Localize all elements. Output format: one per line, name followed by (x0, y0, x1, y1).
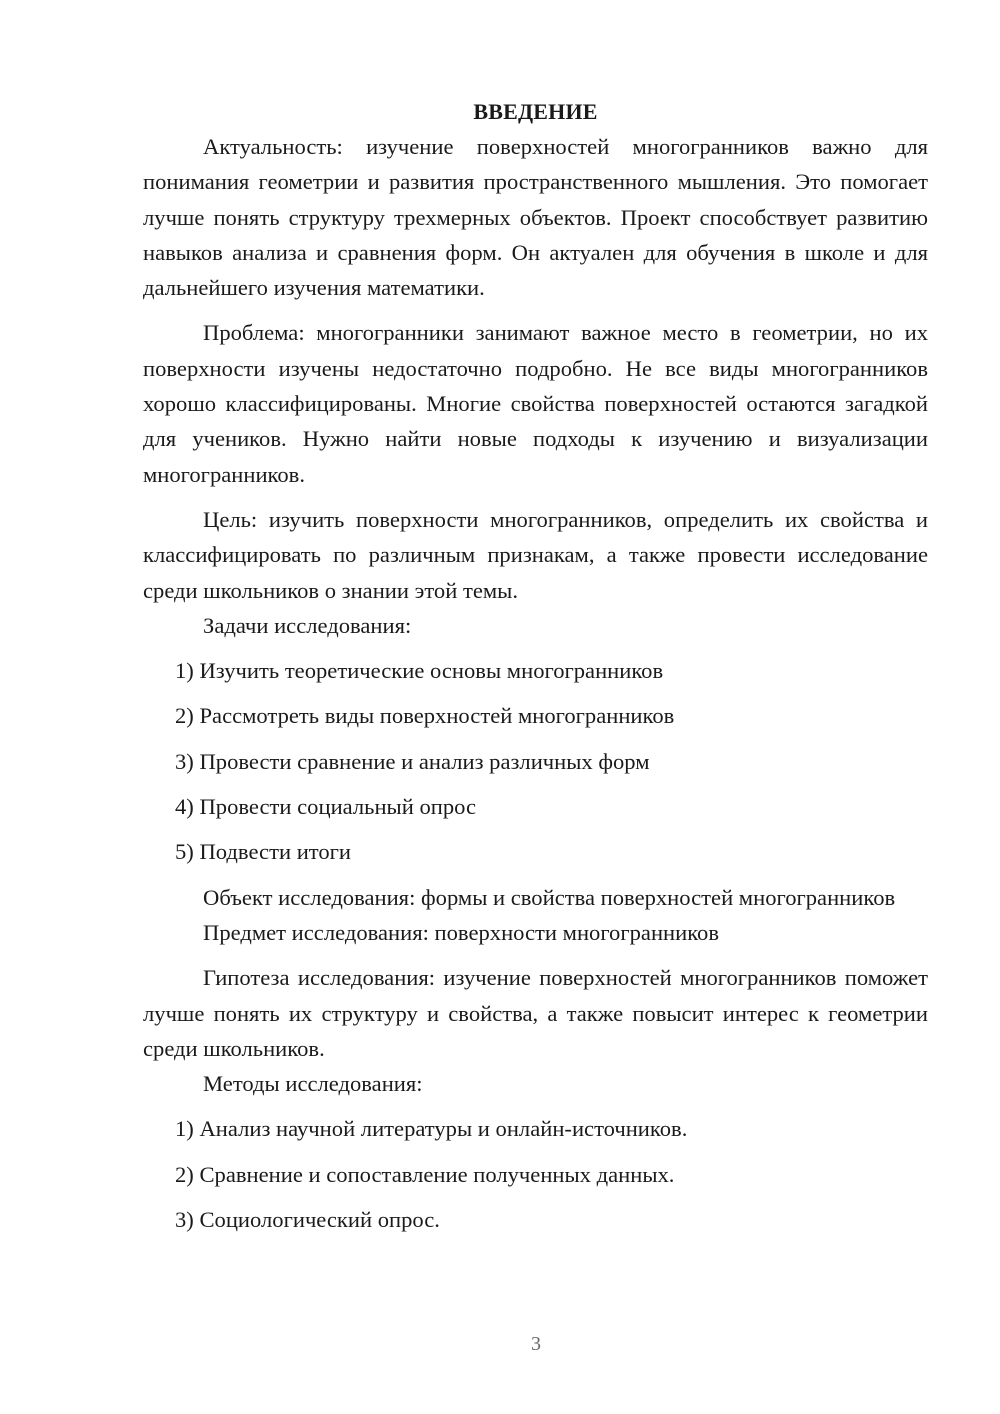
method-item: 2) Сравнение и сопоставление полученных данных. (175, 1161, 675, 1187)
method-item: 1) Анализ научной литературы и онлайн-источников. (175, 1116, 688, 1142)
goal-paragraph: Цель: изучить поверхности многогранников, определить их свойства и классифицировать по различным признакам, а также провести исследование среди школьников о знании этой темы. (143, 506, 928, 603)
problem-paragraph: Проблема: многогранники занимают важное место в геометрии, но их поверхности изучены недостаточно подробно. Не все виды многогранников хорошо классифицированы. Многие свойства поверхностей остаются загадкой для учеников. Нужно найти новые подходы к изучению и визуализации многогранников. (143, 320, 928, 487)
task-item: 2) Рассмотреть виды поверхностей многогранников (175, 703, 675, 729)
subject-paragraph: Предмет исследования: поверхности многогранников (203, 919, 720, 945)
object-paragraph: Объект исследования: формы и свойства поверхностей многогранников (203, 884, 896, 910)
relevance-paragraph: Актуальность: изучение поверхностей многогранников важно для понимания геометрии и развития пространственного мышления. Это помогает лучше понять структуру трехмерных объектов. Проект способствует развитию навыков анализа и сравнения форм. Он актуален для обучения в школе и для дальнейшего изучения математики. (143, 134, 928, 301)
task-item: 4) Провести социальный опрос (175, 794, 477, 820)
section-heading: ВВЕДЕНИЕ (473, 99, 598, 124)
task-item: 1) Изучить теоретические основы многогранников (175, 658, 664, 684)
hypothesis-paragraph: Гипотеза исследования: изучение поверхностей многогранников поможет лучше понять их структуру и свойства, а также повысит интерес к геометрии среди школьников. (143, 965, 928, 1061)
task-item: 3) Провести сравнение и анализ различных форм (175, 748, 650, 774)
document-page (143, 94, 928, 1237)
methods-title: Методы исследования: (203, 1071, 423, 1097)
page-number: 3 (531, 1333, 541, 1355)
method-item: 3) Социологический опрос. (175, 1207, 440, 1233)
task-item: 5) Подвести итоги (175, 839, 352, 865)
tasks-title: Задачи исследования: (203, 612, 412, 638)
